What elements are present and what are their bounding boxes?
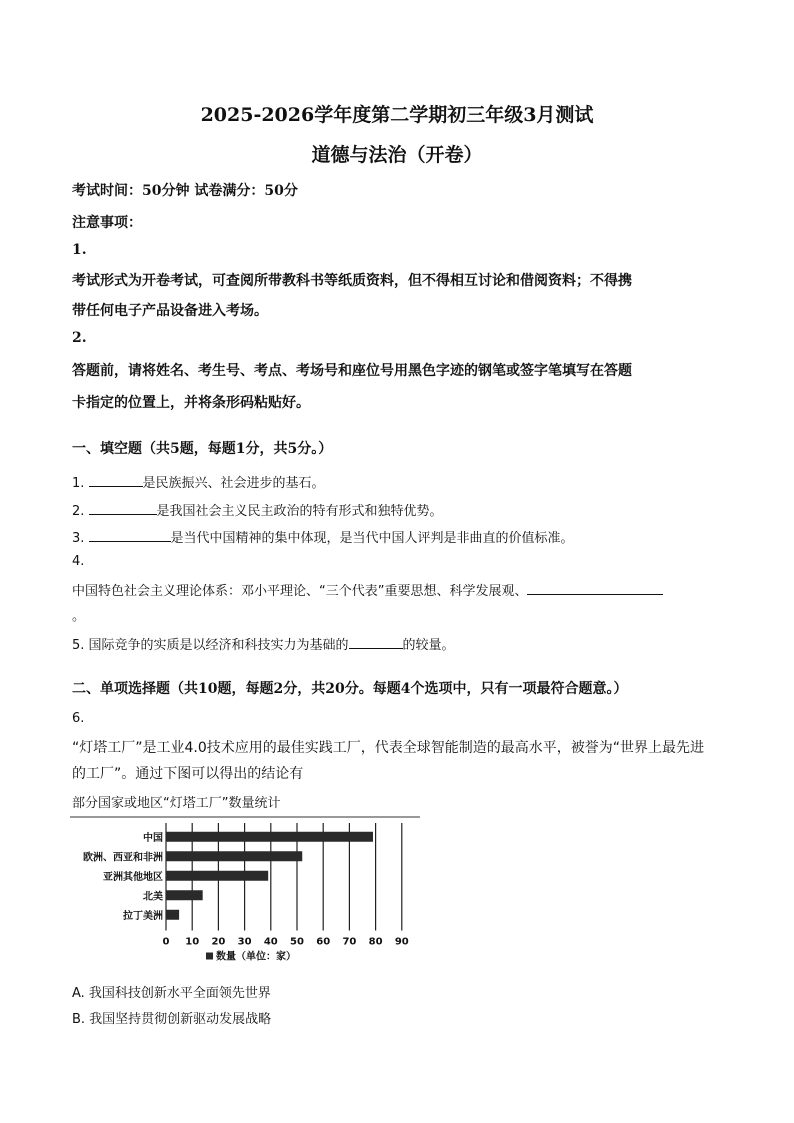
- q5-answer-blank[interactable]: [349, 635, 403, 649]
- x-tick-label: 70: [342, 936, 357, 948]
- option-a[interactable]: A. 我国科技创新水平全面领先世界: [72, 986, 271, 1001]
- note2-line1: 答题前，请将姓名、考生号、考点、考场号和座位号用黑色字迹的钢笔或签字笔填写在答题: [72, 363, 632, 379]
- exam-time-score: 考试时间：50分钟 试卷满分：50分: [72, 183, 298, 199]
- bar: [166, 851, 302, 861]
- q3-answer-blank[interactable]: [89, 528, 171, 542]
- q6-number: 6.: [72, 711, 85, 726]
- q4-end: 。: [72, 609, 86, 624]
- bar: [166, 871, 268, 881]
- x-tick-label: 60: [316, 936, 331, 948]
- q2-answer-blank[interactable]: [89, 501, 157, 515]
- note2-number: 2.: [72, 330, 87, 346]
- exam-title: 2025-2026学年度第二学期初三年级3月测试: [200, 104, 594, 126]
- option-b[interactable]: B. 我国坚持贯彻创新驱动发展战略: [72, 1012, 272, 1027]
- chart-caption: 部分国家或地区“灯塔工厂”数量统计: [72, 796, 281, 811]
- x-tick-label: 90: [394, 936, 409, 948]
- x-tick-label: 20: [211, 936, 226, 948]
- category-label: 北美: [143, 891, 163, 903]
- lighthouse-factory-bar-chart: [70, 815, 420, 975]
- q4-text: 中国特色社会主义理论体系：邓小平理论、“三个代表”重要思想、科学发展观、: [72, 584, 528, 599]
- x-tick-label: 0: [162, 936, 170, 948]
- q4-answer-blank[interactable]: [527, 581, 663, 595]
- x-tick-label: 10: [185, 936, 200, 948]
- section2-heading: 二、单项选择题（共10题，每题2分，共20分。每题4个选项中，只有一项最符合题意。）: [72, 681, 628, 697]
- category-label: 亚洲其他地区: [103, 871, 163, 883]
- question-3: [72, 527, 574, 546]
- q2-number: 2.: [72, 504, 85, 519]
- note1-line2: 带任何电子产品设备进入考场。: [72, 303, 268, 319]
- q2-text: 是我国社会主义民主政治的特有形式和独特优势。: [156, 504, 443, 519]
- x-tick-label: 50: [290, 936, 304, 948]
- legend-swatch: [206, 953, 213, 960]
- x-axis-label: 数量（单位：家）: [216, 951, 296, 963]
- section1-heading: 一、填空题（共5题，每题1分，共5分。）: [72, 441, 333, 457]
- q4-number: 4.: [72, 554, 85, 569]
- x-tick-label: 80: [368, 936, 383, 948]
- category-label: 拉丁美洲: [123, 910, 163, 922]
- exam-subtitle: 道德与法治（开卷）: [311, 144, 483, 166]
- q3-number: 3.: [72, 531, 85, 546]
- x-tick-label: 40: [263, 936, 278, 948]
- q1-text: 是民族振兴、社会进步的基石。: [142, 476, 325, 491]
- q3-text: 是当代中国精神的集中体现，是当代中国人评判是非曲直的价值标准。: [170, 531, 574, 546]
- q1-answer-blank[interactable]: [89, 473, 143, 487]
- question-1: [72, 472, 325, 491]
- q6-line1: “灯塔工厂”是工业4.0技术应用的最佳实践工厂，代表全球智能制造的最高水平，被誉为“世界上最先进: [72, 740, 705, 756]
- bar: [166, 910, 179, 920]
- bar: [166, 890, 203, 900]
- question-5: [72, 634, 455, 653]
- question-4: [72, 580, 663, 599]
- note2-line2: 卡指定的位置上，并将条形码粘贴好。: [72, 395, 310, 411]
- q5-prefix: 5. 国际竞争的实质是以经济和科技实力为基础的: [72, 638, 349, 653]
- note1-line1: 考试形式为开卷考试，可查阅所带教科书等纸质资料，但不得相互讨论和借阅资料；不得携: [72, 273, 632, 289]
- bar: [166, 832, 373, 842]
- q5-suffix: 的较量。: [402, 638, 455, 653]
- q6-line2: 的工厂”。通过下图可以得出的结论有: [72, 766, 304, 782]
- q1-number: 1.: [72, 476, 85, 491]
- notes-heading: 注意事项：: [72, 215, 142, 231]
- x-tick-label: 30: [237, 936, 252, 948]
- question-2: [72, 500, 443, 519]
- category-label: 欧洲、西亚和非洲: [83, 852, 163, 864]
- category-label: 中国: [143, 832, 163, 844]
- note1-number: 1.: [72, 242, 87, 258]
